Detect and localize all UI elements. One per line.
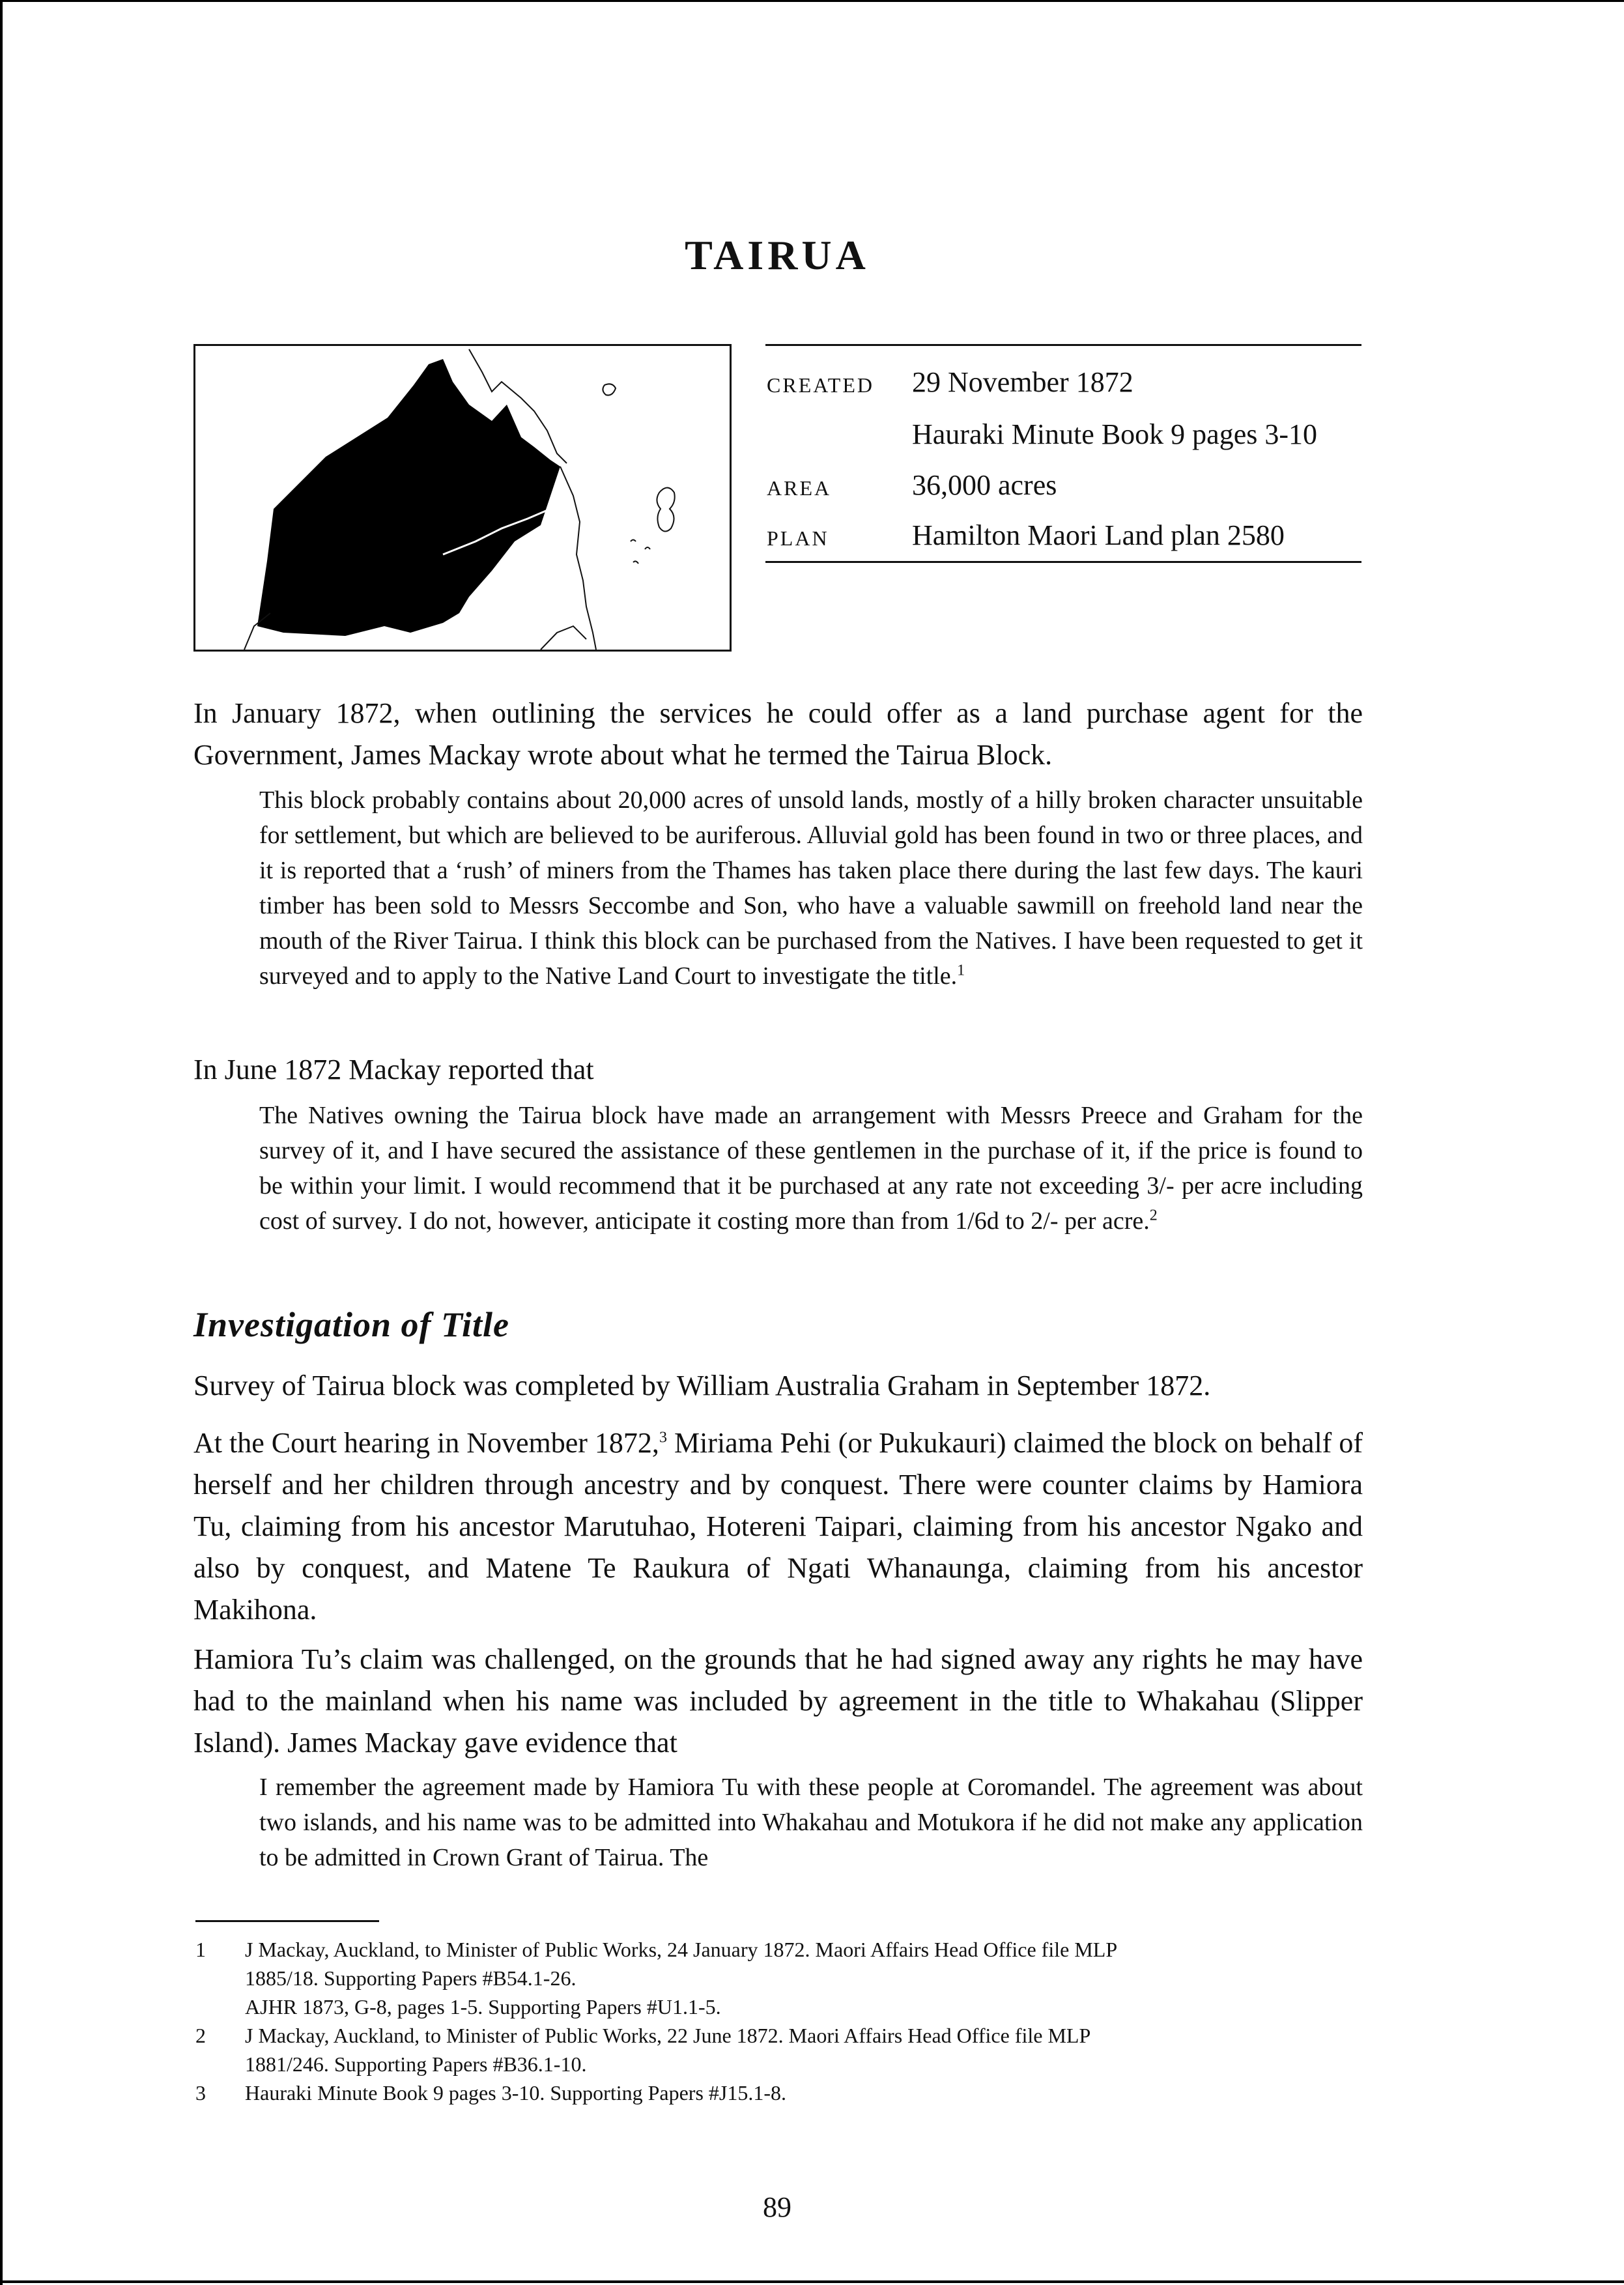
section-heading: Investigation of Title (193, 1305, 509, 1344)
quote-text: This block probably contains about 20,000 acres of unsold lands, mostly of a hilly broken character unsuitable for settlement, but which are believed to be auriferous. Alluvial gold has been found in two or three places, and it is reported that a ‘rush’ of miners from the Thames has taken place there during the last few days. The kauri timber has been sold to Messrs Seccombe and Son, who have a valuable sawmill on freehold land near the mouth of the River Tairua. I think this block can be purchased from the Natives. I have been requested to get it surveyed and to apply to the Native Land Court to investigate the title. (259, 786, 1363, 990)
block-quote: I remember the agreement made by Hamiora Tu with these people at Coromandel. The agreement was about two islands, and his name was to be admitted into Whakahau and Motukora if he did not make any application to be admitted in Crown Grant of Tairua. The (259, 1774, 1363, 1871)
block-quote (259, 1098, 1363, 1239)
page-border-left (0, 0, 3, 2285)
footnote-line: 1885/18. Supporting Papers #B54.1-26. (245, 1966, 577, 1990)
info-label: PLAN (767, 526, 829, 550)
paragraph (193, 1422, 1363, 1631)
page-border-bottom (0, 2280, 1624, 2283)
page-number: 89 (763, 2191, 791, 2223)
page-border-top (0, 0, 1624, 2)
footnote-ref: 3 (659, 1429, 667, 1446)
coastline-south (560, 467, 596, 650)
paragraph: Hamiora Tu’s claim was challenged, on the grounds that he had signed away any rights he may have had to the mainland when his name was included by agreement in the title to Whakahau (Slipper Island). James Mackay gave evidence that (193, 1643, 1363, 1759)
island-dots (631, 540, 650, 564)
info-value: Hamilton Maori Land plan 2580 (912, 519, 1285, 551)
footnote-line: Hauraki Minute Book 9 pages 3-10. Supporting Papers #J15.1-8. (245, 2081, 787, 2105)
block-quote (259, 783, 1363, 994)
info-label: AREA (767, 476, 832, 500)
footnote-line: J Mackay, Auckland, to Minister of Public Works, 22 June 1872. Maori Affairs Head Office file MLP (245, 2024, 1091, 2047)
paragraph: In June 1872 Mackay reported that (193, 1054, 594, 1085)
paragraph: Survey of Tairua block was completed by William Australia Graham in September 1872. (193, 1370, 1211, 1401)
footnote-text (245, 2021, 1352, 2078)
footnote-number: 3 (195, 2081, 206, 2105)
island-small (603, 384, 616, 395)
block-shape (257, 359, 560, 636)
footnote-line: AJHR 1873, G-8, pages 1-5. Supporting Papers #U1.1-5. (245, 1995, 721, 2019)
footnote-divider (195, 1920, 379, 1922)
road-line-2 (541, 626, 586, 650)
map-illustration (195, 346, 730, 650)
info-value: 36,000 acres (912, 469, 1057, 501)
paragraph: In January 1872, when outlining the services he could offer as a land purchase agent for the Government, James Mackay wrote about what he termed the Tairua Block. (193, 697, 1363, 771)
quote-text: The Natives owning the Tairua block have made an arrangement with Messrs Preece and Graham for the survey of it, and I have secured the assistance of these gentlemen in the purchase of it, if the price is found to be within your limit. I would recommend that it be purchased at any rate not exceeding 3/- per acre including cost of survey. I do not, however, anticipate it costing more than from 1/6d to 2/- per acre. (259, 1102, 1363, 1235)
location-map (193, 344, 732, 652)
footnote-number: 2 (195, 2024, 206, 2047)
info-value: Hauraki Minute Book 9 pages 3-10 (912, 418, 1317, 450)
info-label: CREATED (767, 373, 874, 397)
footnote-line: J Mackay, Auckland, to Minister of Public Works, 24 January 1872. Maori Affairs Head Office file MLP (245, 1938, 1118, 1961)
footnote-number: 1 (195, 1938, 206, 1961)
page-title: TAIRUA (685, 232, 870, 278)
paragraph-text: Miriama Pehi (or Pukukauri) claimed the block on behalf of herself and her children through ancestry and by conquest. There were counter claims by Hamiora Tu, claiming from his ancestor Marutuhao, Hotereni Taipari, claiming from his ancestor Ngako and also by conquest, and Matene Te Raukura of Ngati Whanaunga, claiming from his ancestor Makihona. (193, 1427, 1363, 1626)
footnote-text (245, 2078, 1352, 2107)
footnote-ref: 2 (1149, 1207, 1158, 1224)
block-info-table (765, 344, 1361, 563)
island-slipper (657, 488, 674, 532)
paragraph-text: At the Court hearing in November 1872, (193, 1427, 659, 1459)
info-value: 29 November 1872 (912, 366, 1133, 398)
footnote-text (245, 1935, 1352, 2021)
footnote-ref: 1 (957, 962, 965, 979)
footnote-line: 1881/246. Supporting Papers #B36.1-10. (245, 2052, 587, 2076)
